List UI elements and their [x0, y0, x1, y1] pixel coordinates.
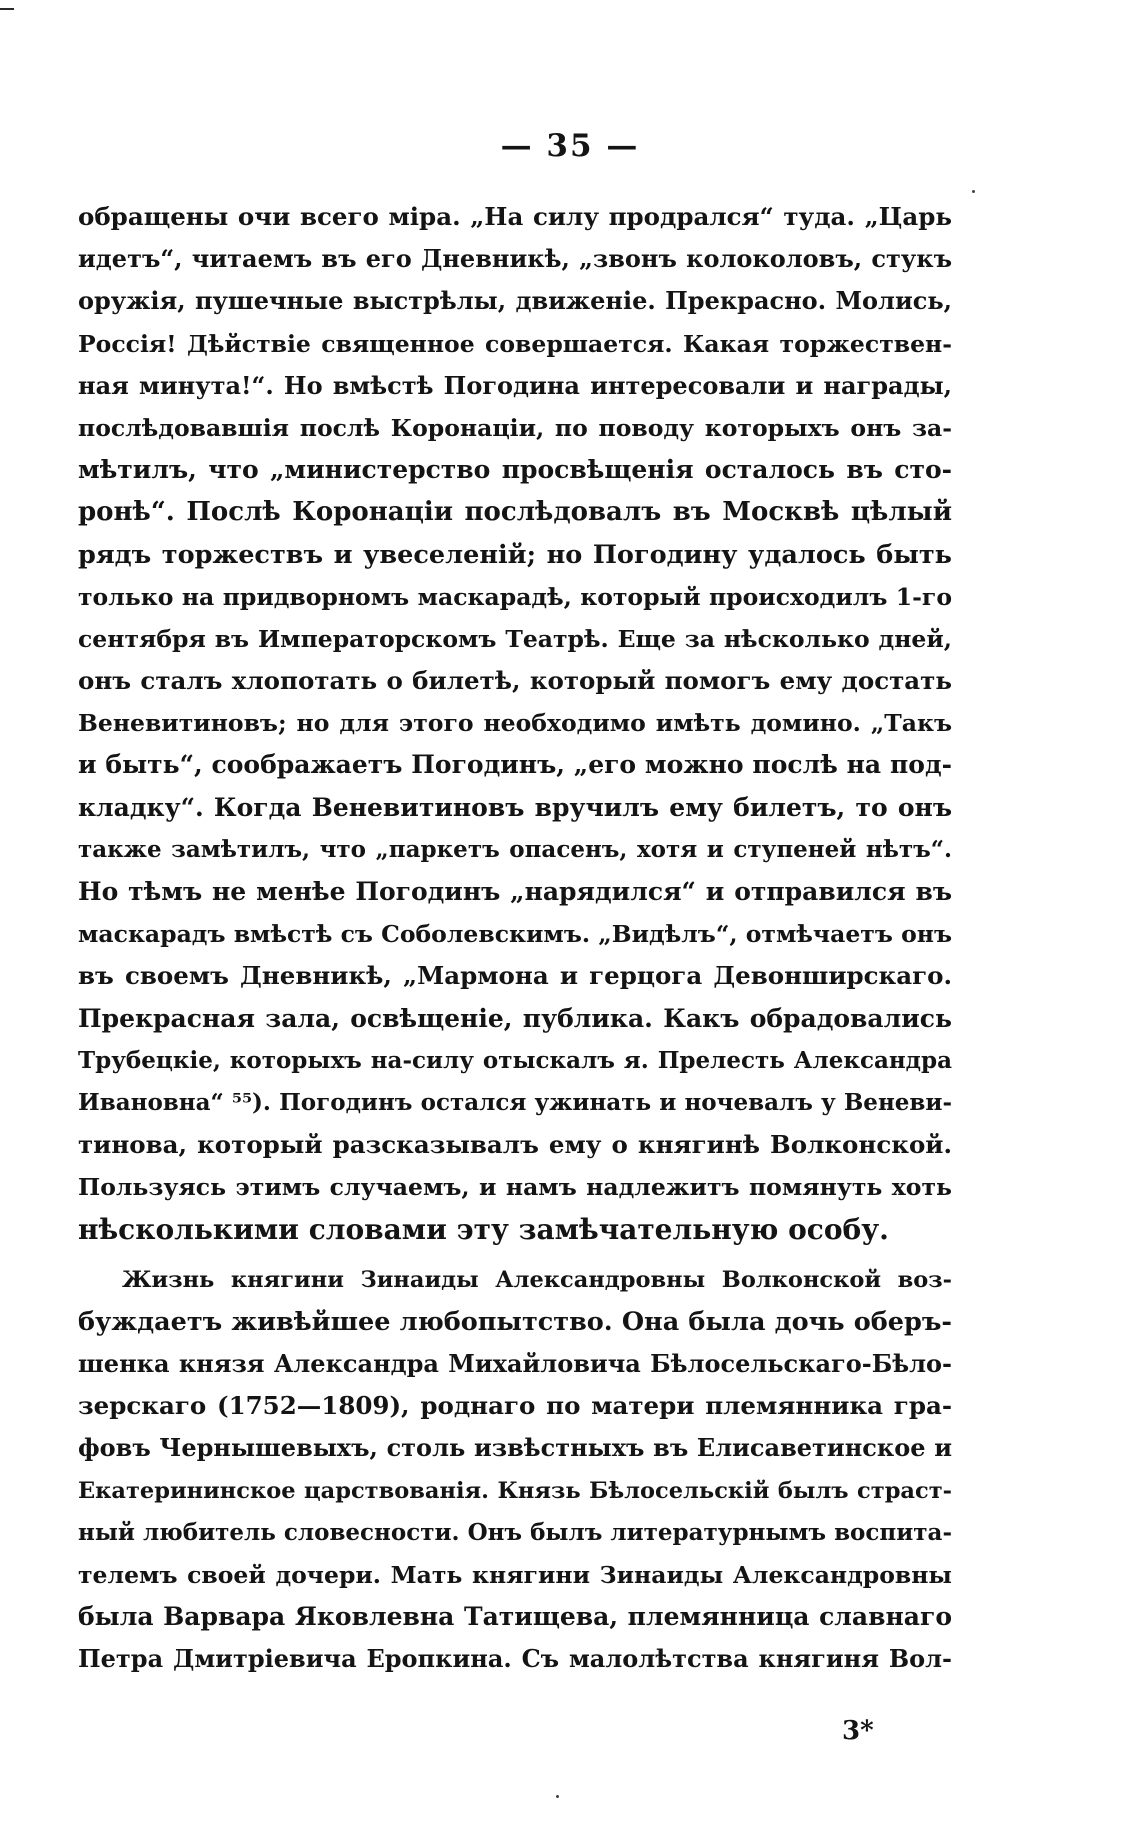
text-line: и быть“, соображаетъ Погодинъ, „его можно послѣ на под-	[78, 750, 952, 780]
text-line: была Варвара Яковлевна Татищева, племянница славнаго	[78, 1602, 952, 1632]
text-line: Ивановна“ ⁵⁵). Погодинъ остался ужинать и ночевалъ у Веневи-	[78, 1088, 952, 1116]
scan-speck	[972, 190, 975, 193]
text-line: Веневитиновъ; но для этого необходимо имѣть домино. „Такъ	[78, 709, 952, 738]
text-line: Екатерининское царствованія. Князь Бѣлосельскій былъ страст-	[78, 1477, 952, 1504]
text-line: онъ сталъ хлопотать о билетѣ, который помогъ ему достать	[78, 666, 952, 696]
text-line: мѣтилъ, что „министерство просвѣщенія осталось въ сто-	[78, 455, 952, 485]
text-line: только на придворномъ маскарадѣ, который происходилъ 1-го	[78, 582, 952, 611]
text-line: кладку“. Когда Веневитиновъ вручилъ ему билетъ, то онъ	[78, 792, 952, 822]
text-line: ный любитель словесности. Онъ былъ литературнымъ воспита-	[78, 1518, 952, 1546]
text-line: Россія! Дѣйствіе священное совершается. Какая торжествен-	[78, 329, 952, 358]
text-line: сентября въ Императорскомъ Театрѣ. Еще за нѣсколько дней,	[78, 624, 952, 653]
paragraph-1	[78, 196, 952, 1251]
text-line: ная минута!“. Но вмѣстѣ Погодина интересовали и награды,	[78, 370, 952, 400]
text-line: въ своемъ Дневникѣ, „Мармона и герцога Девонширскаго.	[78, 961, 952, 991]
text-line: фовъ Чернышевыхъ, столь извѣстныхъ въ Елисаветинское и	[78, 1433, 952, 1463]
text-line: тинова, который разсказывалъ ему о княгинѣ Волконской.	[78, 1130, 952, 1160]
text-line: шенка князя Александра Михайловича Бѣлосельскаго-Бѣло-	[78, 1349, 952, 1379]
text-line: рядъ торжествъ и увеселеній; но Погодину удалось быть	[78, 539, 952, 570]
scan-corner-mark	[0, 8, 14, 10]
text-line: послѣдовавшія послѣ Коронаціи, по поводу которыхъ онъ за-	[78, 413, 952, 442]
scan-speck	[556, 1795, 559, 1798]
text-line: нѣсколькими словами эту замѣчательную особу.	[78, 1212, 889, 1246]
text-line: телемъ своей дочери. Мать княгини Зинаиды Александровны	[78, 1561, 952, 1589]
text-line: маскарадъ вмѣстѣ съ Соболевскимъ. „Видѣлъ“, отмѣчаетъ онъ	[78, 920, 952, 949]
text-line: Жизнь княгини Зинаиды Александровны Волконской воз-	[122, 1266, 952, 1293]
text-line: также замѣтилъ, что „паркетъ опасенъ, хотя и ступеней нѣтъ“.	[78, 835, 952, 863]
text-line: обращены очи всего міра. „На силу продрался“ туда. „Царь	[78, 202, 952, 231]
paragraph-2	[78, 1259, 952, 1681]
text-line: Петра Дмитріевича Еропкина. Съ малолѣтства княгиня Вол-	[78, 1644, 952, 1674]
text-line: оружія, пушечные выстрѣлы, движеніе. Прекрасно. Молись,	[78, 286, 952, 316]
page-number: — 35 —	[500, 128, 640, 164]
text-line: ронѣ“. Послѣ Коронаціи послѣдовалъ въ Москвѣ цѣлый	[78, 497, 952, 528]
text-line: Но тѣмъ не менѣе Погодинъ „нарядился“ и отправился въ	[78, 877, 952, 906]
text-line: Пользуясь этимъ случаемъ, и намъ надлежитъ помянуть хоть	[78, 1173, 952, 1202]
text-line: Прекрасная зала, освѣщеніе, публика. Какъ обрадовались	[78, 1003, 952, 1033]
text-line: зерскаго (1752—1809), роднаго по матери племянника гра-	[78, 1391, 952, 1421]
text-line: буждаетъ живѣйшее любопытство. Она была дочь оберъ-	[78, 1306, 952, 1337]
text-line: Трубецкіе, которыхъ на-силу отыскалъ я. Прелесть Александра	[78, 1046, 952, 1074]
signature-mark: 3*	[842, 1716, 874, 1746]
text-line: идетъ“, читаемъ въ его Дневникѣ, „звонъ колоколовъ, стукъ	[78, 244, 952, 274]
page-body	[78, 196, 952, 1681]
